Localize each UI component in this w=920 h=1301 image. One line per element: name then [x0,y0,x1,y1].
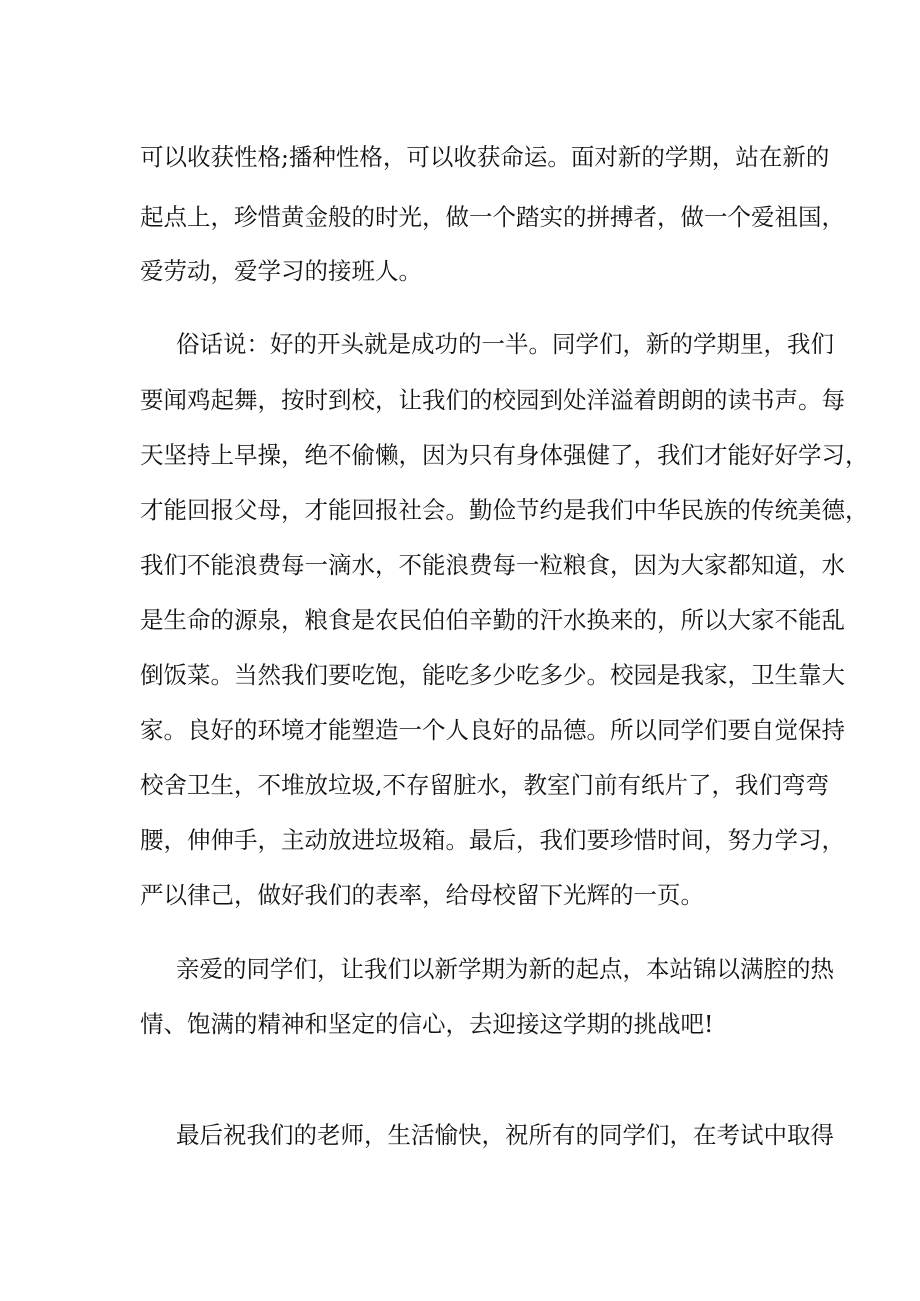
text-line: 倒饭菜。当然我们要吃饱，能吃多少吃多少。校园是我家，卫生靠大 [140,661,845,689]
text-line: 俗话说：好的开头就是成功的一半。同学们，新的学期里，我们 [176,330,834,358]
text-line: 可以收获性格;播种性格，可以收获命运。面对新的学期，站在新的 [140,143,830,171]
text-line: 才能回报父母，才能回报社会。勤俭节约是我们中华民族的传统美德， [140,496,869,524]
text-line: 是生命的源泉，粮食是农民伯伯辛勤的汗水换来的，所以大家不能乱 [140,606,845,634]
text-line: 我们不能浪费每一滴水，不能浪费每一粒粮食，因为大家都知道，水 [140,551,845,579]
text-line: 最后祝我们的老师，生活愉快，祝所有的同学们，在考试中取得 [176,1121,834,1149]
text-line: 要闻鸡起舞，按时到校，让我们的校园到处洋溢着朗朗的读书声。每 [140,386,845,414]
text-line: 情、饱满的精神和坚定的信心，去迎接这学期的挑战吧! [140,1010,714,1038]
text-line: 家。良好的环境才能塑造一个人良好的品德。所以同学们要自觉保持 [140,716,845,744]
text-line: 天坚持上早操，绝不偷懒，因为只有身体强健了，我们才能好好学习， [140,441,869,469]
text-line: 起点上，珍惜黄金般的时光，做一个踏实的拼搏者，做一个爱祖国， [140,203,845,231]
text-line: 腰，伸伸手，主动放进垃圾箱。最后，我们要珍惜时间，努力学习， [140,826,845,854]
text-line: 严以律己，做好我们的表率，给母校留下光辉的一页。 [140,881,704,909]
text-line: 校舍卫生，不堆放垃圾,不存留脏水，教室门前有纸片了，我们弯弯 [140,771,829,799]
text-line: 亲爱的同学们，让我们以新学期为新的起点，本站锦以满腔的热 [176,955,834,983]
text-line: 爱劳动，爱学习的接班人。 [140,257,422,285]
